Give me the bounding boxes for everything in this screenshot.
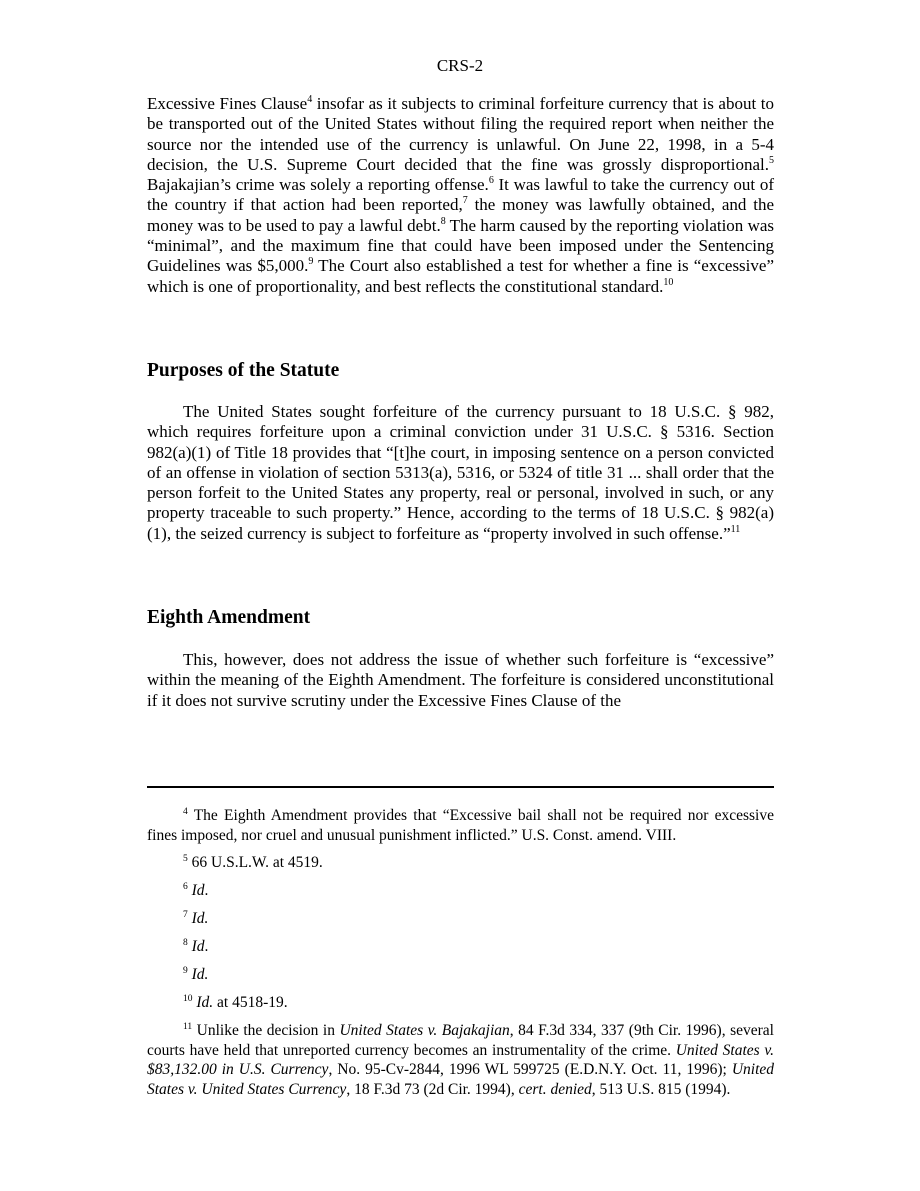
page-header: CRS-2 [436, 56, 484, 75]
eighth-amendment-paragraph: This, however, does not address the issue of whether such forfeiture is “excessive” within the meaning of the Eighth Amendment. The forfeiture is considered unconstitutional if it does not survive scrutiny under the Excessive Fines Clause of the [147, 650, 774, 710]
footnote-10: $^{10}$ Id. at 4518-19. [183, 994, 288, 1011]
footnote-5: $^5$ 66 U.S.L.W. at 4519. [183, 854, 323, 871]
footnote-4: $^4$ The Eighth Amendment provides that “Excessive bail shall not be required nor excessive fines imposed, nor cruel and unusual punishment inflicted.” U.S. Const. amend. VIII. [147, 807, 774, 844]
footnote-ref[interactable]: 4 [307, 94, 313, 105]
footnote-ref[interactable]: 8 [440, 215, 446, 227]
footnote-7: $^7$ Id. [183, 910, 209, 927]
footnote-ref[interactable]: 7 [462, 195, 468, 207]
footnote-11: $^{11}$ Unlike the decision in United States v. Bajakajian, 84 F.3d 334, 337 (9th Cir. 1996), several courts have held that unreported currency becomes an instrumentality of the crime. United States v. $83,132.00 in U.S. Currency, No. 95-Cv-2844, 1996 WL 599725 (E.D.N.Y. Oct. 11, 1996); United States v. United States Currency, 18 F.3d 73 (2d Cir. 1994), cert. denied, 513 U.S. 815 (1994). [147, 1022, 774, 1098]
footnote-ref[interactable]: 11 [730, 523, 741, 535]
footnote-ref[interactable]: 9 [308, 256, 314, 268]
footnote-divider [147, 786, 774, 788]
section-heading-eighth-amendment: Eighth Amendment [147, 607, 311, 628]
footnote-6: $^6$ Id. [183, 882, 209, 899]
footnote-ref[interactable]: 10 [663, 276, 674, 288]
footnote-ref[interactable]: 6 [488, 175, 494, 187]
footnote-8: $^8$ Id. [183, 938, 209, 955]
footnote-9: $^9$ Id. [183, 966, 209, 983]
section-heading-purposes: Purposes of the Statute [147, 360, 340, 381]
footnote-ref[interactable]: 5 [769, 154, 774, 166]
purposes-paragraph: The United States sought forfeiture of the currency pursuant to 18 U.S.C. § 982, which requires forfeiture upon a criminal conviction under 31 U.S.C. § 5316. Section 982(a)(1) of Title 18 provides that “[t]he court, in imposing sentence on a person convicted of an offense in violation of section 5313(a), 5316, or 5324 of title 31 ... shall order that the person forfeit to the United States any property, real or personal, involved in such, or any property traceable to such property.” Hence, according to the terms of 18 U.S.C. § 982(a)(1), the seized currency is subject to forfeiture as “property involved in such offense.”$^{11}$ [147, 402, 774, 543]
opening-paragraph: Excessive Fines Clause$^4$ insofar as it subjects to criminal forfeiture currency that is about to be transported out of the United States without filing the required report when neither the source nor the intended use of the currency is unlawful. On June 22, 1998, in a 5-4 decision, the U.S. Supreme Court decided that the fine was grossly disproportional.$^5$ Bajakajian’s crime was solely a reporting offense.$^6$ It was lawful to take the currency out of the country if that action had been reported,$^7$ the money was lawfully obtained, and the money was to be used to pay a lawful debt.$^8$ The harm caused by the reporting violation was “minimal”, and the maximum fine that could have been imposed under the Sentencing Guidelines was $5,000.$^9$ The Court also established a test for whether a fine is “excessive” which is one of proportionality, and best reflects the constitutional standard.$^{10}$ [147, 94, 775, 296]
